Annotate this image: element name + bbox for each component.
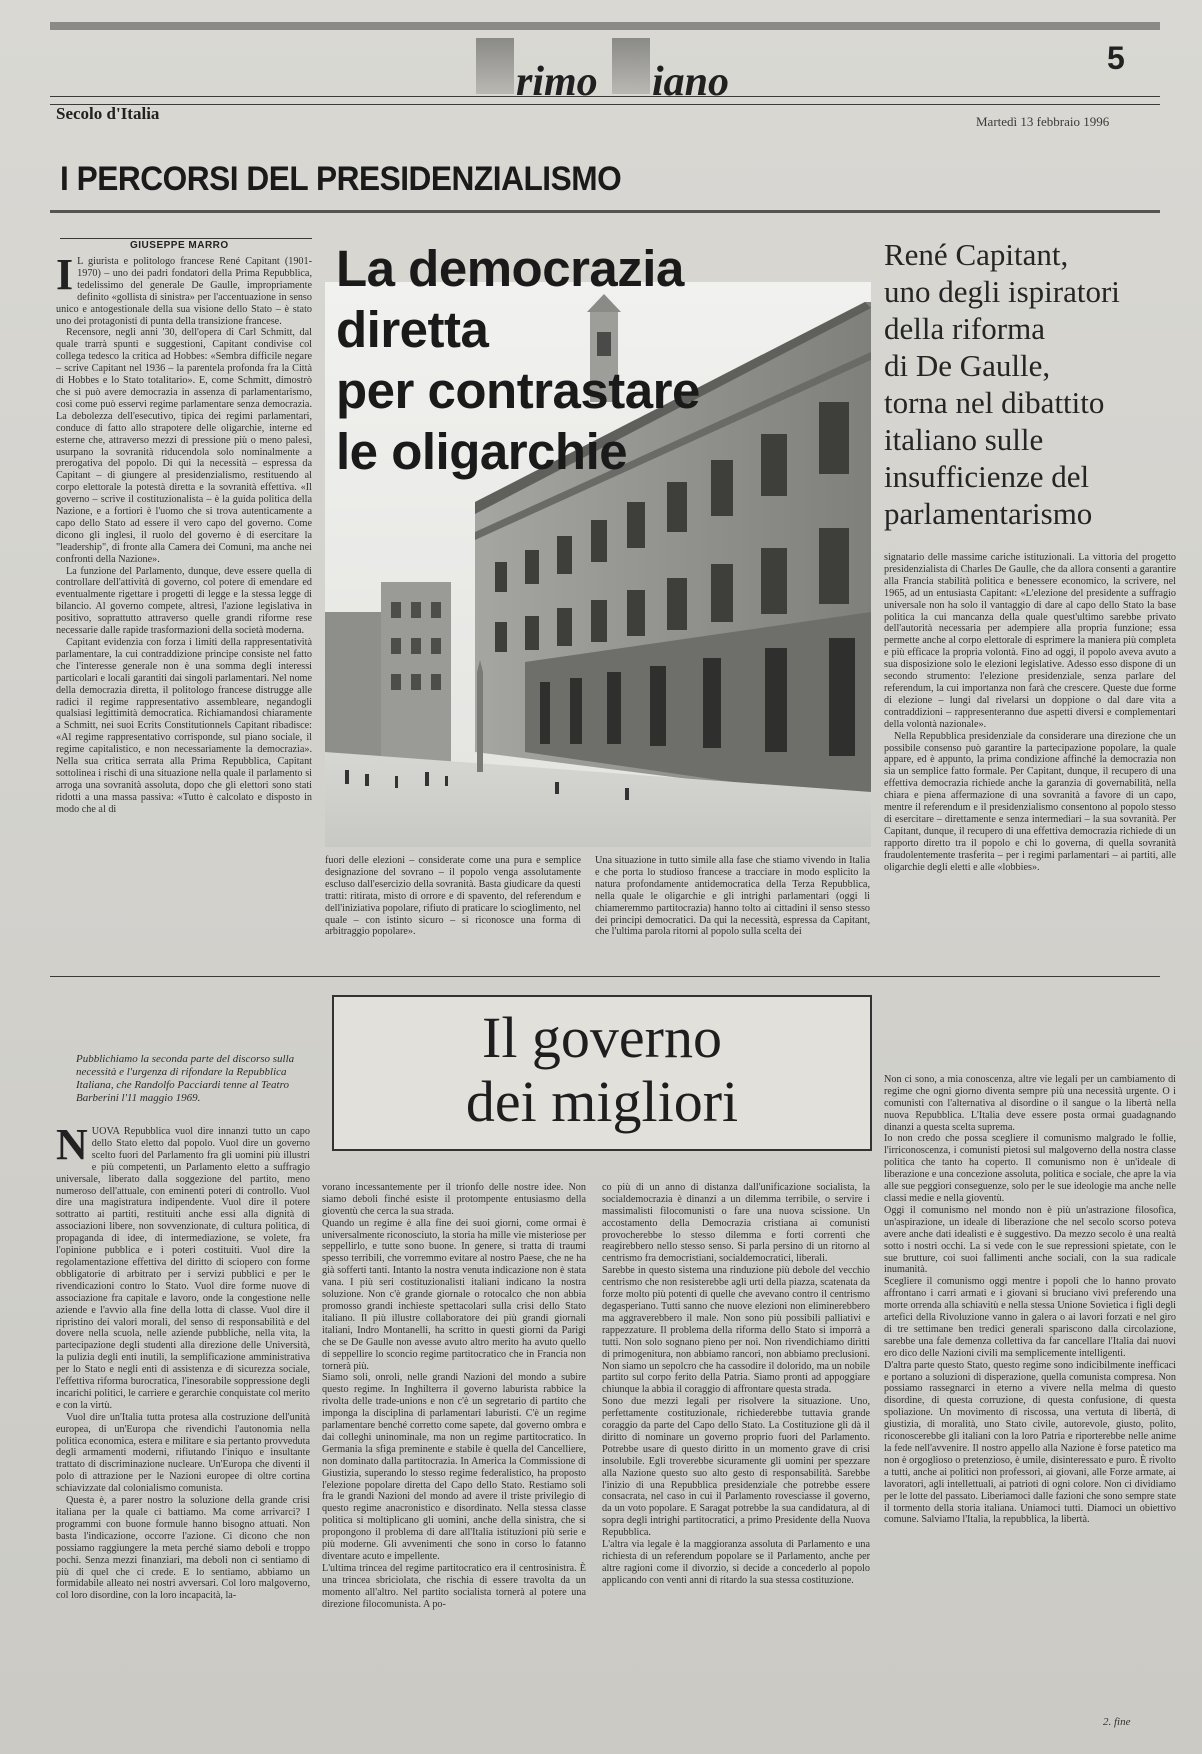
headline-line-4: le oligarchie [336,423,628,480]
article1-col1-p2: Recensore, negli anni '30, dell'opera di Carl Schmitt, dal quale trarrà spunti e suggestioni, Capitant condivise col collega tedesco la critica ad Hobbes: «Sembra difficile negare – scrive Capitant nel 1936 – la parentela profonda fra la Città di Hobbes e lo Stato totalitario». E, come Schmitt, dimostrò che si può avere democrazia in assenza di parlamentarismo, così come può esservi regime parlamentare senza democrazia. La debolezza dell'esecutivo, tipica dei regimi parlamentari, conduce di fatto allo strapotere delle oligarchie, interne ed esterne che, attraverso mezzi di pressione più o meno palesi, usurpano la sovranità riducendola solo nominalmente a prerogativa del popolo. Di qui la necessità – espressa da Capitant – di giungere al presidenzialismo, restituendo al corpo elettorale la potestà diretta e la sovranità effettiva. «Il governo – scrive il costituzionalista – è la guida politica della Nazione, e a fortiori è l'uomo che si trova autenticamente a capo dello Stato ad essere il vero capo del governo. Come dicono gli inglesi, il ruolo del governo è di esercitare la "leadership", di fronte alla Camera dei Comuni, ma anche nei confronti della Nazione». [56,327,312,565]
article1-col4-p2: Nella Repubblica presidenziale da considerare una direzione che un possibile consenso può garantire la partecipazione popolare, la quale appare, ed è appunto, la prima condizione affinché la democrazia non sia un semplice fatto formale. Per Capitant, dunque, il recupero di una effettiva democrazia richiede anche la garanzia di governabilità, nella chiara e piena affermazione di una sovranità a favore di un capo, mentre il referendum e il presidenzialismo consentono al popolo stesso di esercitare – direttamente e senza intermediari – la sua sovranità. Per Capitant, dunque, il recupero di una effettiva democrazia richiede di un rapporto diretto tra il popolo e chi lo governa, di quella sovranità fraudolentemente trasferita – per i regimi parlamentari – ai partiti, alle oligarchie degli eletti e alle «lobbies». [884,730,1176,873]
article-separator [50,976,1160,977]
dropcap-n: N [56,1126,88,1169]
article1-col4-p1: signatario delle massime cariche istituzionali. La vittoria del progetto presidenzialista di Charles De Gaulle, che da allora consenti a garantire alla Francia stabilità politica e benessere economico, la scrivere, nel 1965, ad un entusiasta Capitant: «L'elezione del presidente a suffragio universale non ha solo il vantaggio di dare al capo dello Stato la base politica la cui mancanza della quale quest'ultimo sarebbe privato dell'autorità necessaria per adempiere alla propria funzione; essa permette anche al corpo elettorale di esprimere la maniera più completa e più efficace la propria volontà. Fino ad oggi, il popolo aveva avuto a sua disposizione solo le elezioni legislative. Adesso esso dispone di un secondo strumento: l'elezione presidenziale, senza parlare del referendum, la cui importanza non farà che crescere. Queste due forme di elezione – lungi dal rivelarsi un doppione o dal dare vita a contraddizioni – rappresenteranno due aspetti diversi e complementari della volontà nazionale». [884,552,1176,730]
article2-col1-p3: Questa è, a parer nostro la soluzione della grande crisi italiana per la quale ci battiamo. Ma come arrivarci? I programmi con buone formule hanno bisogno attuati. Non basta l'indicazione, occorre l'azione. Ci dicono che non possiamo raggiungere la meta perché siamo deboli e troppo pochi. Senza mezzi finanziari, ma deboli non ci sentiamo di più di quel che ci crede. E lo sentiamo, abbiamo un formidabile alleato nei nostri avversari. Col loro malgoverno, col loro disordine, con la loro incapacità, la- [56,1495,310,1602]
article1-col1-p3: La funzione del Parlamento, dunque, deve essere quella di controllare dell'attività di governo, col potere di emendare ed eventualmente rigettare i progetti di legge e la stessa legge di bilancio. Al governo compete, altresì, l'azione legislativa in positivo, soprattutto attraverso quelle grandi riforme rese necessarie dalle rapide trasformazioni della società moderna. [56,565,312,637]
subhead-line-4: di De Gaulle, [884,348,1051,383]
subhead-line-8: parlamentarismo [884,496,1093,531]
subhead-line-1: René Capitant, [884,237,1069,272]
article2-col1-p2: Vuol dire un'Italia tutta protesa alla costruzione dell'unità europea, di un'Europa che rivendichi l'autonomia nella politica economica, estera e militare e sia pertanto provveduta degli armamenti moderni, rifiutando l'iniquo e insultante trattato di discriminazione nucleare. Un'Europa che diventi il polo di attrazione per le Nazioni europee di oltre cortina schiavizzate dal colonialismo comunista. [56,1411,310,1495]
article2-col2-text: vorano incessantemente per il trionfo delle nostre idee. Non siamo deboli finché esiste il protompente entusiasmo della gioventù che cerca la sua strada. Quando un regime è alla fine dei suoi giorni, come ormai è universalmente riconosciuto, la storia ha mille vie misteriose per seppellirlo, e tutte sono buone. In genere, si tratta di traumi spesso terribili, che vorremmo evitare al nostro Paese, che ne ha già sofferti tanti. Intanto la nostra venuta indicazione non è stata vana. I più seri costituzionalisti italiani indicano la nostra soluzione. Non c'è grande giornale o rotocalco che non abbia promosso grandi inchieste spettacolari sulla crisi dello Stato italiano. Il più illustre collaboratore dei più grandi giornali italiani, Indro Montanelli, ha scritto in questi giorni da Parigi che se De Gaulle non avesse avuto altro merito ha avuto quello di seppellire lo sconcio regime partitocratico che in Francia non tornerà più. Siamo soli, onroli, nelle grandi Nazioni del mondo a subire questo regime. In Inghilterra il governo laburista rabbice la rivolta delle trade-unions e non c'è un segretario di partito che imponga la disciplina di parlamentari laburisti. C'è un regime parlamentare benché corretto come sapete, dal governo ombra e dai colleghi uninominale, ma non un regime partitocratico. In Germania la sfiga preminente e stabile è quella del Cancelliere, non dominato dalla partitocrazia. In America la Commissione di Giustizia, superando lo stesso regime federalistico, ha proposto l'elezione popolare diretta del Capo dello Stato. Restiamo soli fra le grandi Nazioni del mondo ad avere il triste privilegio di questo regime anacronistico e disordinato. Nella stessa classe politica si moltiplicano gli uomini, anche della sinistra, che si propongono il problema di dare all'Italia istituzioni più serie e più moderne. Gli avvenimenti che sono in corso lo fatanno diventare acuto e impellente. L'ultima trincea del regime partitocratico era il centrosinistra. È una trincea sbriciolata, che rischia di essere travolta da un momento all'altro. Nel partito socialista tornerà al potere una direzione filocomunista. A po- [322,1181,586,1610]
article2-col4-text: Non ci sono, a mia conoscenza, altre vie legali per un cambiamento di regime che ogni giorno diventa sempre più una necessità urgente. O i comunisti con l'alternativa al disordine o il sangue o la libertà nella nuova Repubblica. L'Italia deve essere posta ormai guadagnando dinanzi a questa scelta suprema. Io non credo che possa scegliere il comunismo malgrado le follie, l'irriconoscenza, i comunisti pietosi sul malgoverno della nostra classe politica che tanto ha coperto. Il comunismo non è un'ideale di liberazione e una concezione assoluta, politica e sociale, che apre la via alle sue peggiori conseguenze, solo per le sue ideologie ma anche nelle classi medie e nella gioventù. Oggi il comunismo nel mondo non è più un'astrazione filosofica, un'aspirazione, un ideale di liberazione che nel secolo scorso poteva avere anche dati idealisti e è suggestivo. Da mezzo secolo è una realtà sotto i nostri occhi. La si vede con le sue repressioni spietate, con le sue brutture, coi suoi fallimenti anche sociali, con la sua radicale inumanità. Scegliere il comunismo oggi mentre i popoli che lo hanno provato affrontano i carri armati e i giovani si bruciano vivi preferendo una morte orrenda alla schiavitù e nella stessa Unione Sovietica i figli degli artefici della Rivoluzione vanno in galera o ai lavori forzati e nel giro di tre settimane ben tredici generali spariscono dalla circolazione, sarebbe una fale demenza collettiva da far cancellare l'Italia dai nuovi ero dico delle Nazioni civili ma semplicemente intelligenti. D'altra parte questo Stato, questo regime sono indicibilmente inefficaci e portano a soluzioni di disperazione, quella comunista compresa. Non possiamo rassegnarci in eterno a vivere nella melma di questo disordine, di questa corruzione, di questa confusione, di questa spoliazione. Un movimento di riscossa, una vertuta di libertà, di giustizia, di moralità, uno Stato civile, autorevole, giusto, polito, riconoscerebbe gli italiani con la loro Patria e riporterebbe nelle anime la fede nell'avvenire. Il nostro appello alla Nazione è forse patetico ma non è orgoglioso o pretenzioso, è umile, disinteressato e puro. È rivolto a tutti, anche ai politici non professori, ai giovani, alle Forze armate, ai lavoratori, agli intellettuali, ai patrioti di ogni colore. Non ci dividiamo per le lotte del passato. Liberiamoci dalle fazioni che sono sempre state il tormento della storia italiana. Uniamoci tutti. Diamoci un obiettivo comune. Salviamo l'Italia, la repubblica, la libertà. [884,1073,1176,1526]
article1-col1-p4: Capitant evidenzia con forza i limiti della rappresentatività parlamentare, la cui contraddizione principe consiste nel fatto che l'interesse generale non è una somma degli interessi particolari e locali garantiti dai singoli parlamentari. Nel nome della democrazia diretta, il politologo francese distrugge alle radici il regime rappresentativo assembleare, negandogli qualsiasi legittimità democratica. Richiamandosi chiaramente a Schmitt, nei suoi Ecrits Constitutionnels Capitant ribadisce: «Al regime rappresentativo corrisponde, sul piano sociale, il regime capitalistico, e non necessariamente la democrazia». Nella sua critica serrata alla Prima Repubblica, Capitant sottolinea i rischi di una situazione nella quale il parlamento si arroga una sovranità assoluta, dopo che gli elettori sono stati ridotti a una massa passiva: «Tutto è calcolato e disposto in modo che al di [56,637,312,815]
logo-word-1: rimo [516,59,598,105]
subhead-line-5: torna nel dibattito [884,385,1105,420]
article2-title-line-1: Il governo [482,1005,722,1070]
byline: GIUSEPPE MARRO [130,240,229,251]
section-title: I PERCORSI DEL PRESIDENZIALISMO [60,160,622,198]
article1-col2-text: fuori delle elezioni – considerate come una pura e semplice designazione del sovrano – il popolo venga assolutamente escluso dall'esercizio della sovranità. Basta giudicare da questi tratti: ritirata, misto di orrore e di spavento, del referendum e dell'iniziativa popolare, rifiuto di praticare lo scioglimento, nel quale – con istinto sicuro – si riconosce una forma di arbitraggio popolare». [325,855,581,938]
headline-line-3: per contrastare [336,362,700,419]
article2-col3-text: co più di un anno di distanza dall'unificazione socialista, la socialdemocrazia è dinanzi a un dilemma terribile, o servire i massimalisti filocomunisti o fare una nuova scissione. Un accostamento della Democrazia cristiana ai comunisti provocherebbe lo stesso dilemma e forti correnti che reagirebbero nello stesso senso. Si parla persino di un ritorno al centrismo fra democristiani, socialdemocratici, liberali. Sarebbe in questo sistema una rinduzione più debole del vecchio centrismo che non resisterebbe agli urti della piazza, scatenata da forze molto più potenti di quelle che avevano contro il centrismo degasperiano. Tutti sanno che nuove elezioni non eliminerebbero ma aggraverebbero il male. Non sono più possibili palliativi e rappezzature. Il problema della riforma dello Stato si imporrà a tutti. Non solo sognano pieno per noi. Non rivendichiamo diritti di primogenitura, non abbiamo rancori, non abbiamo preclusioni. Non siamo un sepolcro che ha cassodire il dolorido, ma un nobile partito sul corpo ferito della Patria. Siamo pronti ad appoggiare chiunque la abbia il coraggio di affrontare questa strada. Sono due mezzi legali per risolvere la situazione. Uno, perfettamente costituzionale, richiederebbe tuttavia grande coraggio da parte del Capo dello Stato. La Costituzione gli dà il diritto di nominare un governo proprio fuori del Parlamento. Potrebbe usare di questo diritto in un momento grave di crisi insolubile. Egli troverebbe sicuramente gli uomini per spezzare alla Nazione questo suo alto gesto di responsabilità. Sarebbe l'inizio di una Repubblica presidenziale che potrebbe essere consacrata, nel caso in cui il Parlamento rovesciasse il governo, da un voto popolare. E Saragat potrebbe la sua candidatura, al di sopra degli intrighi partitocratici, a primo Presidente della Nuova Repubblica. L'altra via legale è la maggioranza assoluta di Parlamento e una richiesta di un referendum popolare se il Parlamento, anche per altre ragioni come il divorzio, si decide a concederlo al popolo applicando con venti anni di ritardo la sua stessa costituzione. [602,1181,870,1586]
article1-subhead [884,236,1184,532]
article1-col3-text: Una situazione in tutto simile alla fase che stiamo vivendo in Italia e che porta lo studioso francese a tracciare in modo esplicito la natura profondamente antidemocratica della Terza Repubblica, nella quale le oligarchie e gli intrighi parlamentari (oggi li chiameremmo partitocrazia) hanno tolto ai cittadini il senso stesso dei principi democratici. Da qui la necessità, espressa da Capitant, che l'ultima parola ritorni al popolo sulla scelta dei [595,855,870,938]
article2-title-box [332,995,872,1151]
headline-line-1: La democrazia [336,240,684,297]
article2-column-2 [322,1170,586,1710]
page-number: 5 [1107,40,1125,76]
subhead-line-2: uno degli ispiratori [884,274,1120,309]
dropcap-i: I [56,256,74,299]
article1-column-2 [325,855,581,960]
article1-column-4 [884,552,1176,962]
logo-letter-p2 [612,38,650,94]
section-rule [50,210,1160,213]
article2-column-1 [56,1126,310,1708]
article2-title-line-2: dei migliori [465,1069,739,1134]
issue-date: Martedì 13 febbraio 1996 [976,114,1110,129]
article2-intro: Pubblichiamo la seconda parte del discorso sulla necessità e l'urgenza di rifondare la Repubblica Italiana, che Randolfo Pacciardi tenne al Teatro Barberini l'11 maggio 1969. [76,1053,295,1104]
article2-column-3 [602,1170,870,1710]
logo-word-2: iano [652,59,730,105]
article1-headline [336,238,700,482]
logo-letter-p1 [476,38,514,94]
byline-rule [60,238,312,239]
top-band [50,22,1160,30]
primo-piano-logo [476,38,746,106]
article2-signoff: 2. fine [1103,1716,1131,1728]
subhead-line-7: insufficienze del [884,459,1090,494]
subhead-line-6: italiano sulle [884,422,1044,457]
article2-column-4 [884,1062,1176,1710]
article2-col1-p1: UOVA Repubblica vuol dire innanzi tutto un capo dello Stato eletto dal popolo. Vuol dire un governo scelto fuori del Parlamento fra gli uomini più illustri e più competenti, un Parlamento eletto a suffragio universale, liberato dalla soggezione del partito, meno numeroso dell'attuale, con eminenti poteri di controllo. Vuol dire una magistratura indipendente. Vuol dire il potere sottratto ai partiti, restituiti anche essi alla dignità di associazioni libere, non sovvenzionate, di cultura politica, di propaganda di idee, di intermediazione, se volete, fra l'opinione pubblica e i poteri costituiti. Vuol dire la regolamentazione effettiva del diritto di sciopero con forme obbligatorie di arbitrato per i servizi pubblici e per le rivendicazioni contro lo Stato. Vuol dire forme nuove di associazione fra capitale e lavoro, onde la congestione nelle aziende e l'avvio alla fine della lotta di classe. Vuol dire il ripristino dei valori morali, del senso di responsabilità e del dovere nella scuola, nelle aziende pubbliche, nella vita, la partecipazione degli studenti alla direzione delle Università, la pulizia degli enti inutili, la semplificazione amministrativa per lo Stato e negli enti di assistenza e di sicurezza sociale, l'effettiva riforma burocratica, l'inesorabile soppressione degli incarichi politici, le carriere e gerarchie conquistate col merito e con la virtù. [56,1126,310,1411]
paper-name: Secolo d'Italia [56,104,160,123]
article1-column-3 [595,855,870,960]
article1-col1-p1: L giurista e politologo francese René Capitant (1901-1970) – uno dei padri fondatori della Prima Repubblica, tedelissimo del generale De Gaulle, impropriamente definito «gollista di sinistra» per l'accentuazione in senso unico e antogestionale della sua visione dello Stato – è stato uno dei protagonisti di punta della transizione francese. [56,256,312,327]
subhead-line-3: della riforma [884,311,1045,346]
article1-column-1 [56,256,312,856]
headline-line-2: diretta [336,301,489,358]
